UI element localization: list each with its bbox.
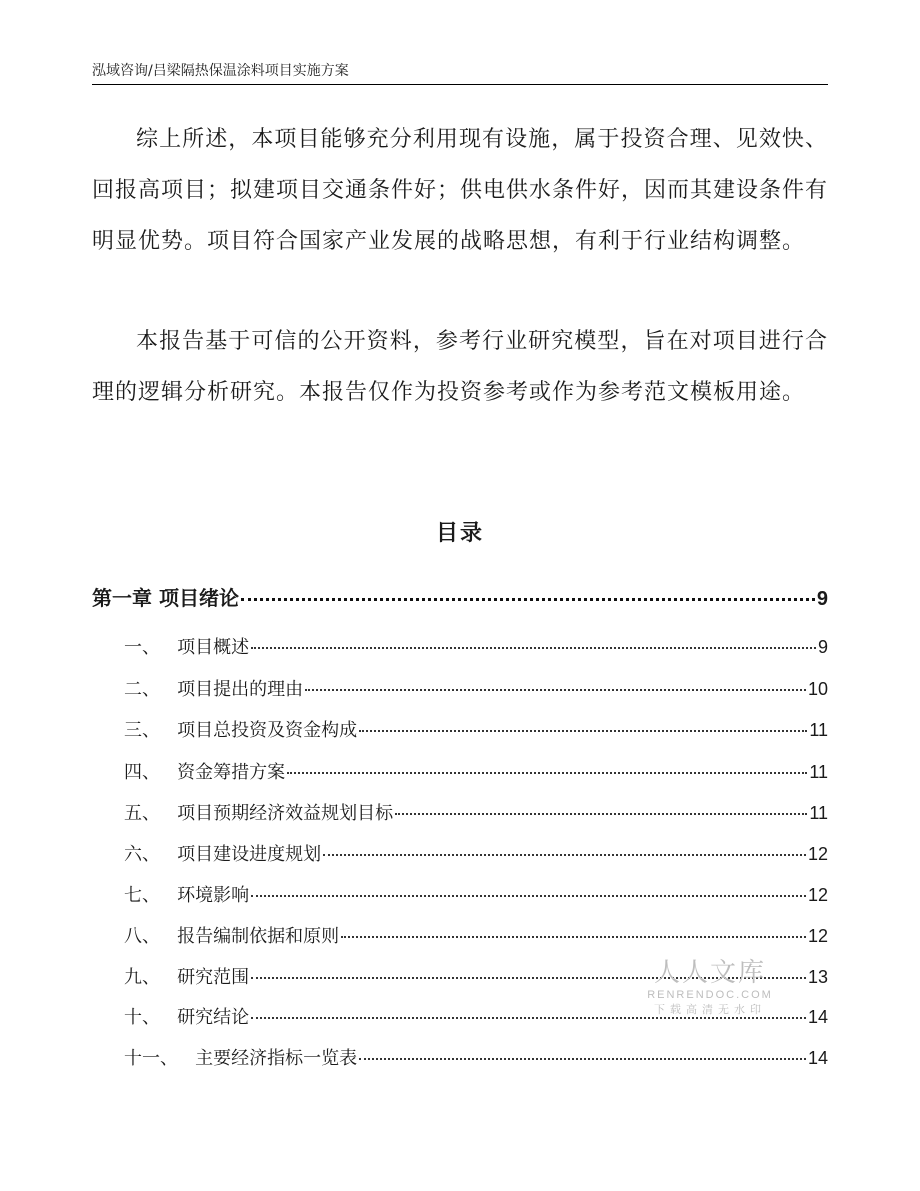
toc-entry-number: 六、 (124, 844, 160, 865)
toc-entry-number: 九、 (124, 967, 160, 988)
body-paragraph-disclaimer: 本报告基于可信的公开资料，参考行业研究模型，旨在对项目进行合理的逻辑分析研究。本报告仅作为投资参考或作为参考范文模板用途。 (92, 329, 828, 405)
toc-entry-page: 11 (809, 762, 828, 782)
toc-leader-dots (395, 795, 807, 815)
toc-leader-dots (241, 578, 815, 601)
toc-entry-number: 八、 (124, 926, 160, 947)
body-paragraph-summary: 综上所述，本项目能够充分利用现有设施，属于投资合理、见效快、回报高项目；拟建项目交通条件好；供电供水条件好，因而其建设条件有明显优势。项目符合国家产业发展的战略思想，有利于行业结构调整。 (92, 127, 829, 254)
toc-entry-label: 项目提出的理由 (177, 679, 304, 700)
toc-entry-page: 12 (807, 926, 828, 946)
toc-entry[interactable] (92, 881, 828, 907)
toc-leader-dots (341, 918, 806, 938)
toc-chapter-1[interactable] (92, 582, 828, 611)
toc-leader-dots (305, 671, 806, 691)
toc-title: 目录 (435, 521, 484, 546)
toc-entry[interactable] (92, 675, 828, 701)
toc-leader-dots (287, 754, 807, 774)
toc-entry[interactable] (92, 1003, 828, 1029)
toc-leader-dots (251, 877, 806, 897)
toc-entry[interactable] (92, 716, 828, 742)
toc-entry-page: 11 (809, 720, 828, 740)
toc-entry-number: 五、 (124, 803, 160, 824)
watermark-main-text: 人人文库 (653, 958, 766, 988)
toc-entry-number: 二、 (124, 679, 160, 700)
toc-entry[interactable] (92, 840, 828, 866)
toc-entry[interactable] (92, 922, 828, 948)
toc-entry-label: 项目概述 (177, 637, 250, 658)
toc-entry[interactable] (92, 633, 828, 659)
toc-entry-page: 9 (817, 637, 828, 657)
toc-entry-page: 13 (807, 967, 828, 987)
toc-entry-number: 一、 (124, 637, 160, 658)
toc-entry-page: 14 (807, 1048, 828, 1068)
toc-leader-dots (251, 959, 806, 979)
toc-entry-label: 资金筹措方案 (177, 762, 286, 783)
toc-entry[interactable] (92, 963, 828, 989)
watermark-domain: RENRENDOC.COM (647, 989, 773, 1001)
toc-entry-label: 研究结论 (177, 1007, 250, 1028)
toc-entry-number: 四、 (124, 762, 160, 783)
toc-entry-label: 环境影响 (177, 885, 250, 906)
toc-entry-number: 三、 (124, 720, 160, 741)
toc-leader-dots (359, 712, 807, 732)
toc-entry-number: 十一、 (124, 1048, 178, 1069)
toc-entry[interactable] (92, 758, 828, 784)
toc-leader-dots (251, 999, 806, 1019)
toc-chapter-page: 9 (816, 588, 828, 610)
toc-entry-page: 14 (807, 1007, 828, 1027)
toc-entry-label: 报告编制依据和原则 (177, 926, 340, 947)
watermark-subtext: 下载高清无水印 (654, 1003, 766, 1016)
toc-entry-label: 项目建设进度规划 (177, 844, 322, 865)
toc-leader-dots (251, 629, 816, 649)
toc-entry[interactable] (92, 1044, 828, 1070)
toc-entry-label: 项目总投资及资金构成 (177, 720, 358, 741)
toc-entry-label: 项目预期经济效益规划目标 (177, 803, 394, 824)
running-header: 泓域咨询/吕梁隔热保温涂料项目实施方案 (92, 63, 349, 79)
toc-entry-page: 10 (807, 679, 828, 699)
toc-leader-dots (359, 1040, 806, 1060)
toc-entry[interactable] (92, 799, 828, 825)
toc-chapter-label: 第一章 项目绪论 (92, 586, 239, 610)
toc-entry-page: 11 (809, 803, 828, 823)
toc-entry-number: 七、 (124, 885, 160, 906)
toc-entry-label: 主要经济指标一览表 (195, 1048, 358, 1069)
header-divider (92, 84, 828, 85)
toc-entry-number: 十、 (124, 1007, 160, 1028)
toc-entry-page: 12 (807, 885, 828, 905)
toc-entry-page: 12 (807, 844, 828, 864)
toc-entry-label: 研究范围 (177, 967, 250, 988)
toc-leader-dots (323, 836, 806, 856)
